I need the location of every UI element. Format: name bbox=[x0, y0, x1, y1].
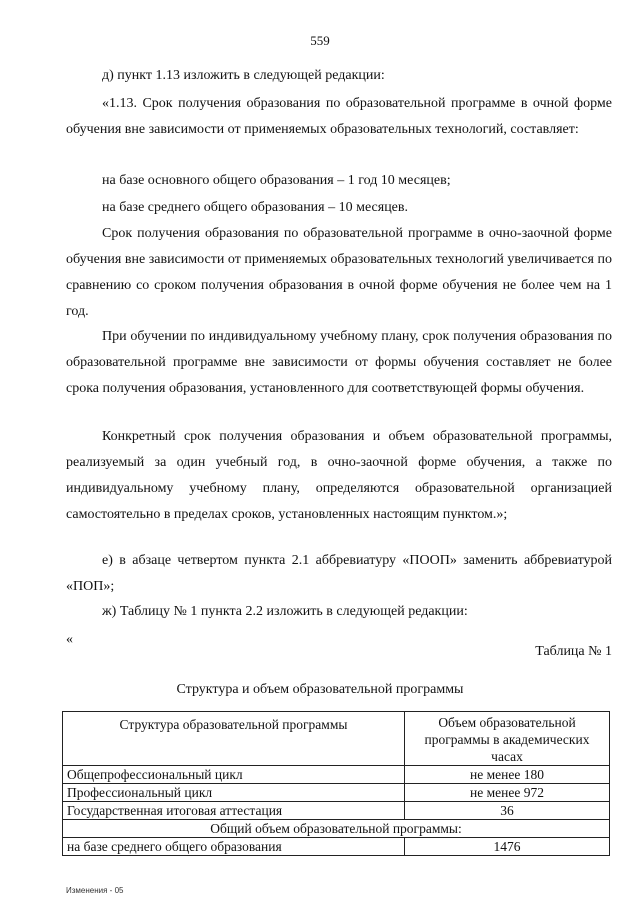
paragraph-specific-term: Конкретный срок получения образования и объем образовательной программы, реализуемый за один учебный год, в очно-заочной форме обучения, а также по индивидуальному учебному плану, определяются образовательной организацией самостоятельно в пределах сроков, установленных настоящим пунктом.»; bbox=[66, 429, 612, 522]
table-row bbox=[63, 838, 610, 856]
paragraph-secondary-education: на базе среднего общего образования – 10 месяцев. bbox=[102, 200, 409, 215]
table-header-row bbox=[63, 712, 610, 766]
table-row bbox=[63, 784, 610, 802]
table-cell-structure: на базе среднего общего образования bbox=[63, 838, 405, 856]
paragraph-item-d: д) пункт 1.13 изложить в следующей редакции: bbox=[102, 68, 385, 83]
table-cell-hours: не менее 180 bbox=[405, 766, 610, 784]
quote-open-mark: « bbox=[66, 632, 73, 647]
table-header-volume: Объем образовательной программы в академических часах bbox=[405, 712, 610, 766]
footer-note: Изменения - 05 bbox=[66, 886, 124, 895]
table-title: Структура и объем образовательной программы bbox=[176, 682, 464, 697]
table-cell-hours: не менее 972 bbox=[405, 784, 610, 802]
paragraph-part-time: Срок получения образования по образовательной программе в очно-заочной форме обучения вне зависимости от применяемых образовательных технологий увеличивается по сравнению со сроком получения образования в очной форме обучения не более чем на 1 год. bbox=[66, 226, 612, 319]
page-number: 559 bbox=[310, 33, 330, 48]
table-cell-hours: 36 bbox=[405, 802, 610, 820]
paragraph-clause-1-13: «1.13. Срок получения образования по образовательной программе в очной форме обучения вне зависимости от применяемых образовательных технологий, составляет: bbox=[66, 96, 612, 137]
paragraph-basic-education: на базе основного общего образования – 1 год 10 месяцев; bbox=[102, 173, 451, 188]
table-row bbox=[63, 766, 610, 784]
table-cell-structure: Общепрофессиональный цикл bbox=[63, 766, 405, 784]
paragraph-item-zh: ж) Таблицу № 1 пункта 2.2 изложить в следующей редакции: bbox=[102, 604, 468, 619]
program-structure-table bbox=[62, 711, 610, 856]
paragraph-individual-plan: При обучении по индивидуальному учебному плану, срок получения образования по образовательной программе вне зависимости от формы обучения составляет не более срока получения образования, установленного для соответствующей формы обучения. bbox=[66, 329, 612, 396]
table-label: Таблица № 1 bbox=[535, 644, 612, 659]
paragraph-item-e: е) в абзаце четвертом пункта 2.1 аббревиатуру «ПООП» заменить аббревиатурой «ПОП»; bbox=[66, 553, 612, 594]
table-row bbox=[63, 802, 610, 820]
table-total-label: Общий объем образовательной программы: bbox=[63, 820, 610, 838]
table-cell-structure: Государственная итоговая аттестация bbox=[63, 802, 405, 820]
table-cell-structure: Профессиональный цикл bbox=[63, 784, 405, 802]
table-cell-hours: 1476 bbox=[405, 838, 610, 856]
table-total-label-row bbox=[63, 820, 610, 838]
table-header-structure: Структура образовательной программы bbox=[63, 712, 405, 766]
